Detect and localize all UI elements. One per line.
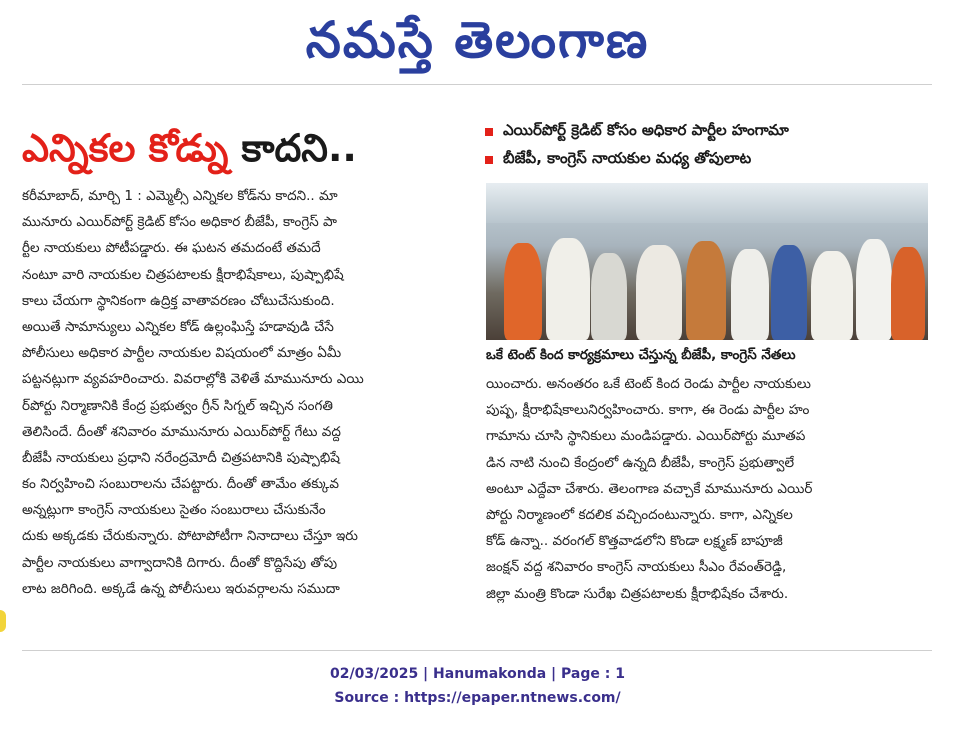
page-edge-marker (0, 610, 6, 632)
photo-crowd-figure (771, 245, 807, 340)
photo-crowd-figure (591, 253, 627, 340)
article-text-line: మునూరు ఎయిర్‌పోర్ట్ క్రెడిట్ కోసం అధికార బీజేపీ, కాంగ్రెస్ పా (22, 214, 337, 231)
article-text-line: దుకు అక్కడకు చేరుకున్నారు. పోటాపోటీగా నినాదాలు చేస్తూ ఇరు (22, 528, 358, 545)
newspaper-masthead (0, 0, 955, 80)
article-text-line: డిన నాటి నుంచి కేంద్రంలో ఉన్నది బీజేపీ, కాంగ్రెస్ ప్రభుత్వాలే (486, 454, 795, 471)
photo-crowd-figure (636, 245, 682, 340)
article-text-line: కాలు చేయగా స్థానికంగా ఉద్రిక్త వాతావరణం చోటుచేసుకుంది. (22, 292, 335, 309)
article-text-line: పట్టనట్లుగా వ్యవహరించారు. వివరాల్లోకి వెళితే మామునూరు ఎయి (22, 371, 364, 388)
photo-crowd-figure (891, 247, 925, 340)
photo-crowd-figure (811, 251, 853, 340)
headline-dark-part: ను కాదని.. (228, 126, 357, 170)
masthead-divider (22, 84, 932, 85)
article-text-line: యించారు. అనంతరం ఒకే టెంట్ కింద రెండు పార్టీల నాయకులు (486, 376, 811, 392)
article-text-line: అంటూ ఎద్దేవా చేశారు. తెలంగాణ వచ్చాకే మామునూరు ఎయిర్ (486, 480, 813, 497)
article-text-line: లాట జరిగింది. అక్కడే ఉన్న పోలీసులు ఇరువర్గాలను సముదా (22, 580, 340, 597)
photo-crowd-figure (504, 243, 542, 340)
subheadline-bullets (485, 118, 935, 174)
article-text-line: కోడ్ ఉన్నా.. వరంగల్ కొత్తవాడలోని కొండా లక్ష్మణ్ బాపూజీ (486, 533, 783, 550)
article-text-line: పార్టీల నాయకులు వాగ్వాదానికి దిగారు. దీంతో కొద్దిసేపు తోపు (22, 554, 338, 571)
article-text-line: తెలిసిందే. దీంతో శనివారం మామునూరు ఎయిర్‌పోర్ట్ గేటు వద్ద (22, 423, 341, 440)
masthead-title: నమస్తే తెలంగాణ (305, 10, 650, 69)
red-square-bullet-icon (485, 156, 493, 164)
footer-date-line: 02/03/2025 | Hanumakonda | Page : 1 (330, 666, 625, 682)
photo-crowd-figure (686, 241, 726, 340)
footer-divider (22, 650, 932, 651)
article-text-line: జంక్షన్ వద్ద శనివారం కాంగ్రెస్ నాయకులు సీఎం రేవంత్‌రెడ్డి, (486, 559, 787, 576)
article-text-line: అన్నట్లుగా కాంగ్రెస్ నాయకులు సైతం సంబురాలు చేసుకునేం (22, 502, 326, 519)
article-text-line: బీజేపీ నాయకులు ప్రధాని నరేంద్రమోదీ చిత్రపటానికి పుష్పాభిషే (22, 449, 340, 466)
article-text-line: కం నిర్వహించి సంబురాలను చేపట్టారు. దీంతో తామేం తక్కువ (22, 476, 339, 493)
subheadline-bullet (485, 118, 935, 146)
article-text-line: పుష్ప, క్షీరాభిషేకాలునిర్వహించారు. కాగా, ఈ రెండు పార్టీల హం (486, 402, 810, 419)
article-column-1 (22, 183, 462, 602)
article-text-line: గామాను చూసి స్థానికులు మండిపడ్డారు. ఎయిర్‌పోర్టు మూతప (486, 428, 806, 445)
article-text-line: కరీమాబాద్, మార్చి 1 : ఎమ్మెల్సీ ఎన్నికల కోడ్‌ను కాదని.. మా (22, 188, 338, 204)
article-text-line: పోర్టు నిర్మాణంలో కదలిక వచ్చిందంటున్నారు. కాగా, ఎన్నికల (486, 506, 793, 523)
photo-crowd-figure (546, 238, 590, 340)
article-text-line: ర్‌పోర్టు నిర్మాణానికి కేంద్ర ప్రభుత్వం గ్రీన్ సిగ్నల్ ఇచ్చిన సంగతి (22, 397, 333, 414)
article-text-line: అయితే సామాన్యులు ఎన్నికల కోడ్ ఉల్లంఘిస్తే హడావుడి చేసే (22, 318, 334, 335)
photo-crowd-figure (856, 239, 892, 340)
article-text-line: నంటూ వారి నాయకుల చిత్రపటాలకు క్షీరాభిషేకాలు, పుష్పాభిషే (22, 266, 344, 283)
article-column-2 (486, 371, 928, 607)
article-headline (22, 118, 472, 178)
photo-tent-canopy (486, 183, 928, 223)
photo-caption: ఒకే టెంట్ కింద కార్యక్రమాలు చేస్తున్న బీజేపీ, కాంగ్రెస్ నేతలు (486, 347, 796, 363)
photo-crowd-figure (731, 249, 769, 340)
article-photo (486, 183, 928, 340)
headline-red-part: ఎన్నికల కోడ్ (22, 126, 229, 170)
article-text-line: పోలీసులు అధికార పార్టీల నాయకుల విషయంలో మాత్రం ఏమీ (22, 345, 342, 362)
bullet-text: ఎయిర్‌పోర్ట్ క్రెడిట్ కోసం అధికార పార్టీల హంగామా (503, 121, 789, 139)
subheadline-bullet (485, 146, 935, 174)
bullet-text: బీజేపీ, కాంగ్రెస్ నాయకుల మధ్య తోపులాట (503, 149, 752, 167)
red-square-bullet-icon (485, 128, 493, 136)
article-text-line: ర్టీల నాయకులు పోటీపడ్డారు. ఈ ఘటన తమదంటే తమదే (22, 240, 321, 257)
footer-source-line: Source : https://epaper.ntnews.com/ (334, 690, 621, 706)
article-text-line: జిల్లా మంత్రి కొండా సురేఖ చిత్రపటాలకు క్షీరాభిషేకం చేశారు. (486, 585, 789, 602)
